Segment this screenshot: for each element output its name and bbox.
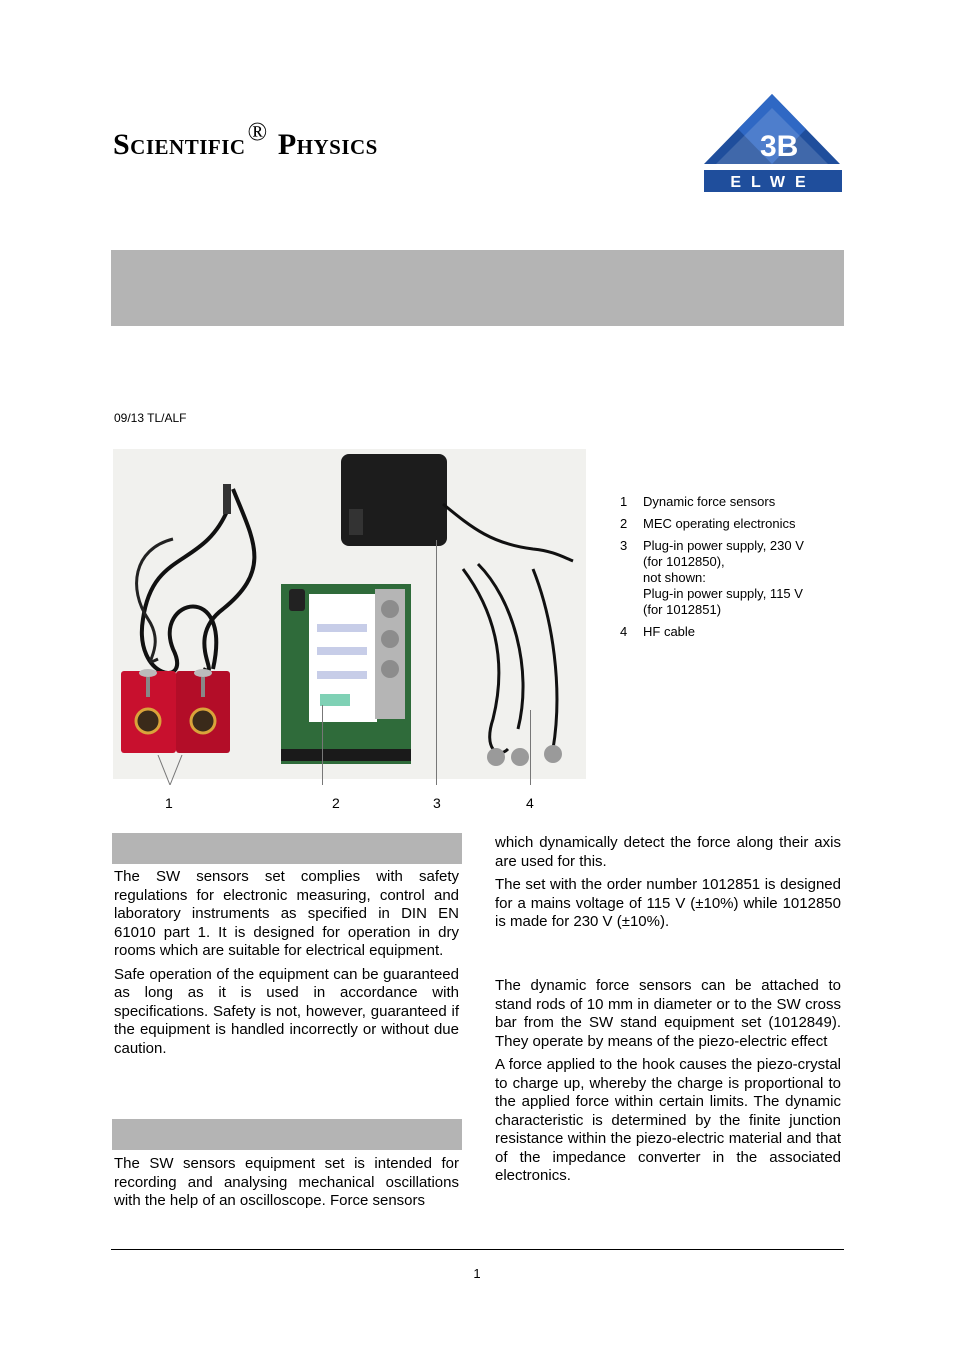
safety-text <box>114 868 459 1063</box>
logo-name: ELWE <box>730 174 816 191</box>
paragraph: Safe operation of the equipment can be guaranteed as long as it is used in accordance with specifications. Safety is not, however, guaranteed if the equipment is handled incorrectly or without due caution. <box>114 965 459 1057</box>
footer-rule <box>111 1249 844 1250</box>
brand-title: Scientific® Physics <box>113 116 378 161</box>
document-code: 09/13 TL/ALF <box>114 411 187 425</box>
section-band-safety <box>112 833 462 864</box>
paragraph: A force applied to the hook causes the piezo-crystal to charge up, whereby the charge is proportional to the applied force within certain limits. The dynamic characteristic is determined by the finite junction resistance within the piezo-electric material and that of the impedance converter in the associated electronics. <box>495 1056 841 1184</box>
title-band <box>111 250 844 326</box>
legend-item: 3 Plug-in power supply, 230 V (for 1012850), not shown: Plug-in power supply, 115 V (for 1012851) <box>620 538 804 617</box>
page-number: 1 <box>473 1266 481 1281</box>
product-photo <box>113 449 586 779</box>
paragraph: The SW sensors set complies with safety regulations for electronic measuring, control and laboratory instruments as specified in DIN EN 61010 part 1. It is designed for operation in dry rooms which are suitable for electrical equipment. <box>114 868 459 959</box>
section-band-description <box>112 1119 462 1150</box>
parts-legend <box>620 494 860 646</box>
callout-line-2 <box>322 705 323 785</box>
callout-number: 4 <box>526 795 534 811</box>
callout-line-1 <box>155 755 185 785</box>
description-continued <box>495 834 841 937</box>
legend-item: 1 Dynamic force sensors <box>620 494 776 509</box>
legend-item: 4 HF cable <box>620 624 696 639</box>
paragraph: The SW sensors equipment set is intended for recording and analysing mechanical oscillations with the help of an oscilloscope. Force sensors <box>114 1155 459 1209</box>
callout-line-3 <box>436 540 437 785</box>
callout-number: 1 <box>165 795 173 811</box>
callout-number: 2 <box>332 795 340 811</box>
paragraph: which dynamically detect the force along their axis are used for this. <box>495 834 841 870</box>
company-logo <box>702 94 842 194</box>
callout-number: 3 <box>433 795 441 811</box>
paragraph: The dynamic force sensors can be attached to stand rods of 10 mm in diameter or to the SW cross bar from the SW stand equipment set (1012849). They operate by means of the piezo-electric effect <box>495 977 841 1050</box>
logo-mark: 3B <box>760 130 799 163</box>
paragraph: The set with the order number 1012851 is designed for a mains voltage of 115 V (±10%) while 1012850 is made for 230 V (±10%). <box>495 876 841 930</box>
description-text <box>114 1155 459 1216</box>
callout-line-4 <box>530 710 531 785</box>
legend-item: 2 MEC operating electronics <box>620 516 796 531</box>
operation-text <box>495 977 841 1191</box>
